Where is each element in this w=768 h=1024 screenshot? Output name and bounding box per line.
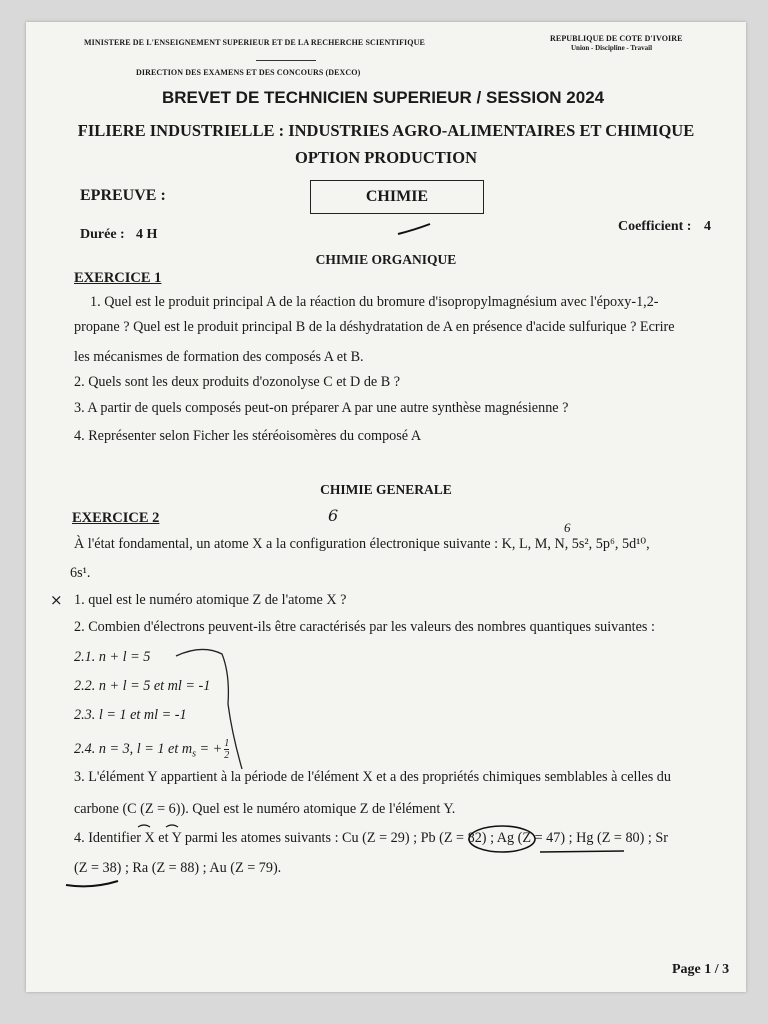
- fraction-numerator: 1: [224, 738, 230, 749]
- ex2-q21: 2.1. n + l = 5: [74, 649, 151, 665]
- duree-label: Durée :: [80, 227, 125, 242]
- pen-circle-pb: [466, 824, 538, 854]
- page-number: Page 1 / 3: [672, 962, 730, 977]
- country-motto: Union - Discipline - Travail: [571, 44, 653, 52]
- ex2-q24-eq: = +: [195, 740, 223, 757]
- ex2-q24-text: 2.4. n = 3, l = 1 et m: [74, 740, 193, 757]
- epreuve-label: EPREUVE :: [80, 187, 166, 204]
- filiere-line1: FILIERE INDUSTRIELLE : INDUSTRIES AGRO-ALIMENTAIRES ET CHIMIQUE: [77, 121, 695, 140]
- header-divider: [256, 60, 316, 61]
- coef-value: 4: [704, 219, 711, 234]
- ex2-q3-line2: carbone (C (Z = 6)). Quel est le numéro atomique Z de l'élément Y.: [74, 801, 456, 817]
- ex1-q2: 2. Quels sont les deux produits d'ozonolyse C et D de B ?: [74, 374, 401, 390]
- exercise2-title: EXERCICE 2: [72, 510, 160, 526]
- handwritten-config-mark: 6: [564, 520, 571, 535]
- ex2-q23: 2.3. l = 1 et ml = -1: [74, 707, 187, 723]
- ex2-intro-line2: 6s¹.: [70, 565, 91, 581]
- ministry-header: MINISTERE DE L'ENSEIGNEMENT SUPERIEUR ET DE LA RECHERCHE SCIENTIFIQUE: [84, 38, 425, 47]
- exam-sheet: [26, 22, 746, 992]
- filiere-line2: OPTION PRODUCTION: [295, 148, 477, 167]
- ex1-q1-line2: propane ? Quel est le produit principal B de la déshydratation de A en présence d'acide sulfurique ? Ecrire: [74, 319, 675, 335]
- coef-label: Coefficient :: [618, 219, 692, 234]
- ex1-q4: 4. Représenter selon Ficher les stéréoisomères du composé A: [74, 428, 422, 444]
- epreuve-box: [310, 180, 484, 214]
- exercise1-title: EXERCICE 1: [74, 270, 162, 286]
- duree-value: 4 H: [136, 227, 158, 242]
- pen-underline-ag: [538, 848, 628, 856]
- ex1-q3: 3. A partir de quels composés peut-on préparer A par une autre synthèse magnésienne ?: [74, 400, 569, 416]
- cross-mark: ×: [50, 591, 63, 609]
- fraction-denominator: 2: [224, 750, 230, 761]
- direction-header: DIRECTION DES EXAMENS ET DES CONCOURS (DEXCO): [136, 68, 361, 77]
- handwritten-mark-6: 6: [328, 506, 339, 525]
- ex2-q2: 2. Combien d'électrons peuvent-ils être caractérisés par les valeurs des nombres quantiques suivantes :: [74, 619, 655, 635]
- handwritten-bracket: [172, 644, 252, 774]
- ex1-q1-line1: 1. Quel est le produit principal A de la réaction du bromure d'isopropylmagnésium avec l'époxy-1,2-: [90, 294, 659, 310]
- ex2-q22: 2.2. n + l = 5 et ml = -1: [74, 678, 211, 694]
- section-general: CHIMIE GENERALE: [320, 482, 452, 497]
- ex2-q4-line2: (Z = 38) ; Ra (Z = 88) ; Au (Z = 79).: [74, 860, 282, 876]
- country-header: REPUBLIQUE DE COTE D'IVOIRE: [550, 34, 683, 43]
- ex2-q4-line1: 4. Identifier X et Y parmi les atomes suivants : Cu (Z = 29) ; Pb (Z = 82) ; Ag (Z = 47) ; Hg (Z = 80) ; Sr: [74, 830, 669, 846]
- ex2-intro-line1: À l'état fondamental, un atome X a la configuration électronique suivante : K, L, M, N, 5s², 5p⁶, 5d¹⁰,: [74, 536, 650, 552]
- pen-underline-sr: [62, 877, 122, 889]
- pen-tick-mark: [396, 222, 436, 238]
- pen-tilde-marks: [136, 822, 196, 830]
- section-organic: CHIMIE ORGANIQUE: [315, 252, 457, 267]
- ex1-q1-line3: les mécanismes de formation des composés A et B.: [74, 349, 364, 365]
- ex2-q3-line1: 3. L'élément Y appartient à la période de l'élément X et a des propriétés chimiques semblables à celles du: [74, 769, 671, 785]
- ex2-q24-sub: s: [192, 748, 196, 760]
- ex2-q1: 1. quel est le numéro atomique Z de l'atome X ?: [74, 592, 347, 608]
- epreuve-value: CHIMIE: [365, 188, 429, 205]
- exam-title: BREVET DE TECHNICIEN SUPERIEUR / SESSION 2024: [162, 88, 605, 107]
